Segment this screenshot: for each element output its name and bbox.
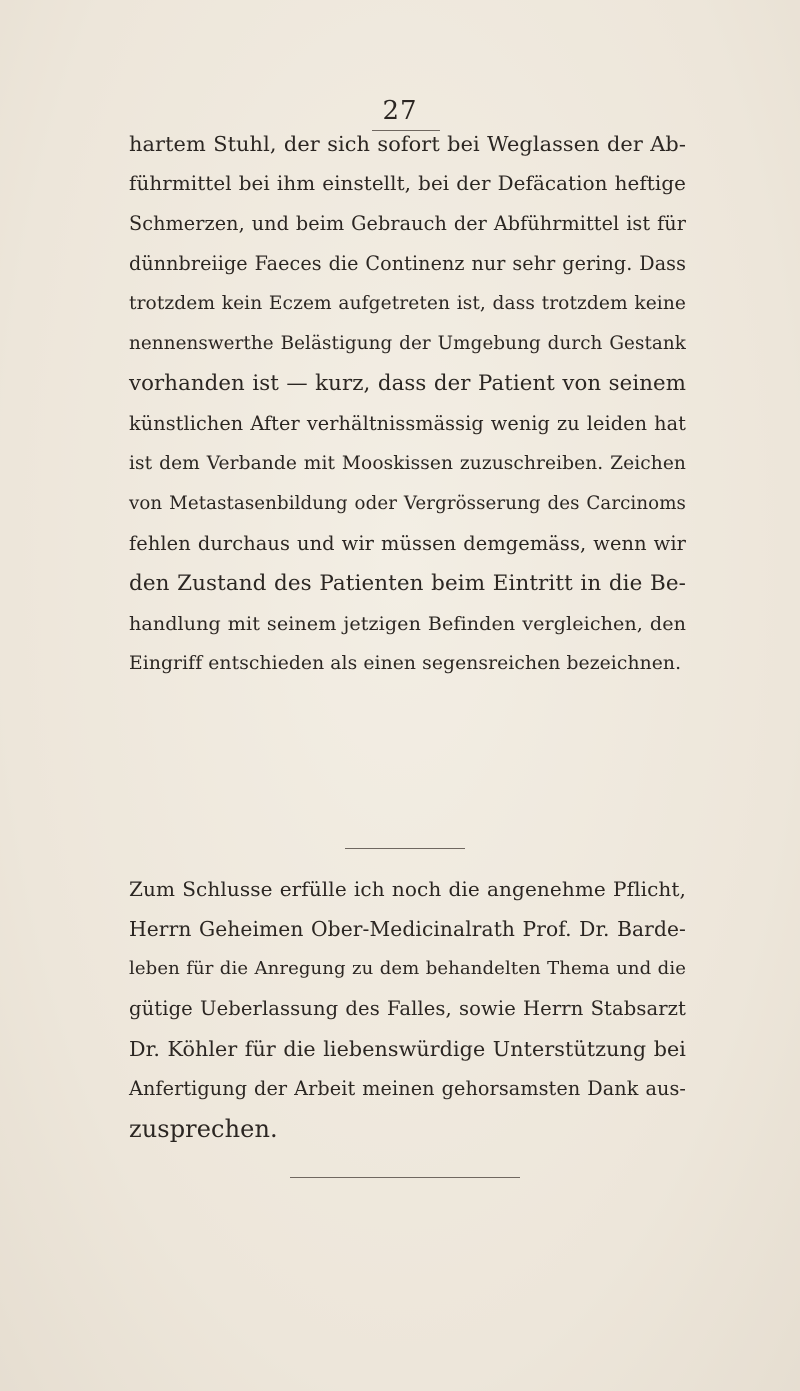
text-line: den Zustand des Patienten beim Eintritt in die Be- xyxy=(129,571,686,596)
text-line: trotzdem kein Eczem aufgetreten ist, dass trotzdem keine xyxy=(129,293,686,314)
text-line: künstlichen After verhältnissmässig wenig zu leiden hat xyxy=(129,412,686,435)
text-line: vorhanden ist — kurz, dass der Patient von seinem xyxy=(129,371,686,396)
text-line: Schmerzen, und beim Gebrauch der Abführmittel ist für xyxy=(129,212,686,235)
closing-rule xyxy=(290,1177,520,1178)
text-line: von Metastasenbildung oder Vergrösserung des Carcinoms xyxy=(129,493,686,514)
paragraph-1 xyxy=(129,124,686,684)
text-line: handlung mit seinem jetzigen Befinden vergleichen, den xyxy=(129,612,686,635)
text-line: Herrn Geheimen Ober-Medicinalrath Prof. Dr. Barde- xyxy=(129,917,686,941)
text-line: dünnbreiige Faeces die Continenz nur sehr gering. Dass xyxy=(129,252,686,275)
text-line: gütige Ueberlassung des Falles, sowie Herrn Stabsarzt xyxy=(129,997,686,1020)
text-line: Anfertigung der Arbeit meinen gehorsamsten Dank aus- xyxy=(129,1077,686,1100)
text-line: ist dem Verbande mit Mooskissen zuzuschreiben. Zeichen xyxy=(129,453,686,474)
text-line: leben für die Anregung zu dem behandelten Thema und die xyxy=(129,958,686,979)
text-line: nennenswerthe Belästigung der Umgebung durch Gestank xyxy=(129,333,686,354)
page-number: 27 xyxy=(382,96,418,126)
text-line: fehlen durchaus und wir müssen demgemäss, wenn wir xyxy=(129,532,686,555)
text-line: zusprechen. xyxy=(129,1115,278,1143)
paragraph-2 xyxy=(129,869,686,1149)
section-divider xyxy=(345,848,465,849)
text-line: führmittel bei ihm einstellt, bei der Defäcation heftige xyxy=(129,172,686,195)
text-line: hartem Stuhl, der sich sofort bei Weglassen der Ab- xyxy=(129,132,686,156)
text-line: Eingriff entschieden als einen segensreichen bezeichnen. xyxy=(129,653,682,674)
text-line: Dr. Köhler für die liebenswürdige Unterstützung bei xyxy=(129,1037,686,1061)
text-line: Zum Schlusse erfülle ich noch die angenehme Pflicht, xyxy=(129,877,686,901)
